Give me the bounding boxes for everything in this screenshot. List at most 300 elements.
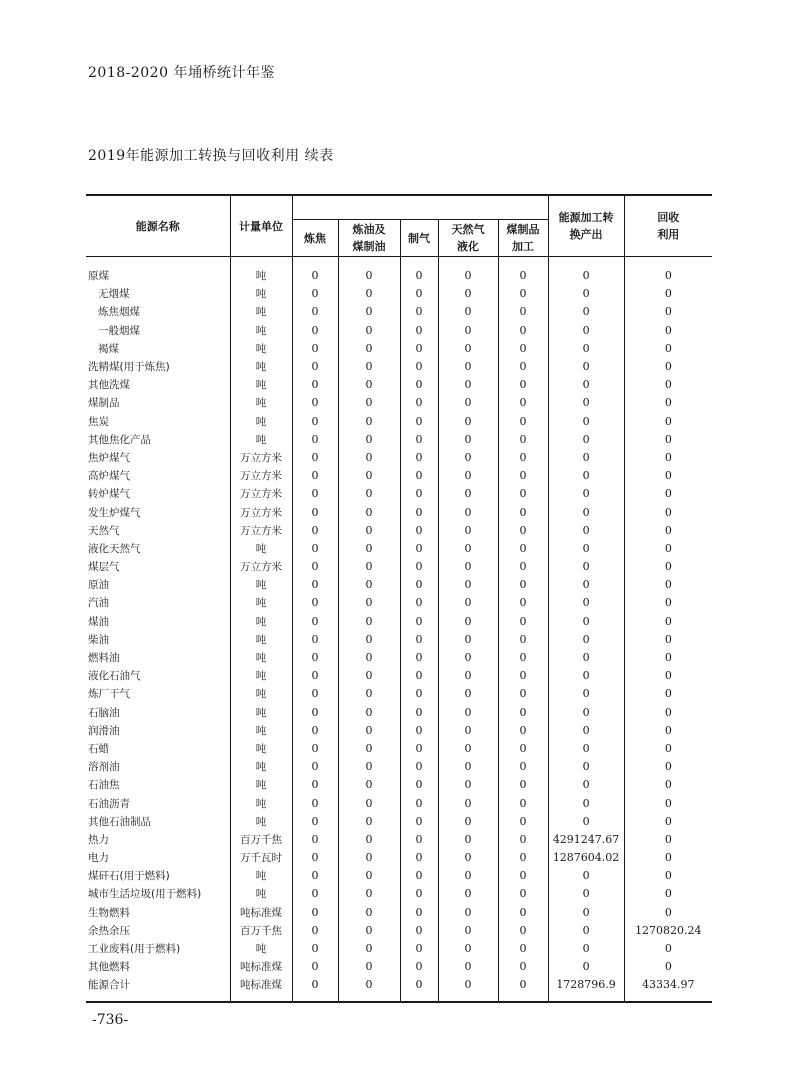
cell-coal-products: 0 bbox=[498, 285, 548, 303]
cell-coking: 0 bbox=[292, 758, 338, 776]
cell-coal-products: 0 bbox=[498, 758, 548, 776]
cell-coking: 0 bbox=[292, 376, 338, 394]
cell-unit: 吨 bbox=[230, 704, 292, 722]
cell-coal-products: 0 bbox=[498, 594, 548, 612]
cell-coal-products: 0 bbox=[498, 740, 548, 758]
cell-refining: 0 bbox=[338, 667, 400, 685]
cell-recovery: 0 bbox=[624, 849, 712, 867]
cell-lng: 0 bbox=[438, 867, 498, 885]
cell-unit: 万立方米 bbox=[230, 485, 292, 503]
cell-coal-products: 0 bbox=[498, 257, 548, 286]
cell-energy-name: 焦炭 bbox=[88, 415, 109, 428]
cell-gas: 0 bbox=[400, 940, 438, 958]
cell-coking: 0 bbox=[292, 503, 338, 521]
cell-refining: 0 bbox=[338, 303, 400, 321]
cell-lng: 0 bbox=[438, 776, 498, 794]
cell-coking: 0 bbox=[292, 576, 338, 594]
cell-conversion-output: 0 bbox=[548, 376, 624, 394]
cell-unit: 吨 bbox=[230, 667, 292, 685]
cell-unit: 吨 bbox=[230, 431, 292, 449]
cell-conversion-output: 0 bbox=[548, 558, 624, 576]
cell-conversion-output: 0 bbox=[548, 740, 624, 758]
cell-conversion-output: 0 bbox=[548, 813, 624, 831]
table-row bbox=[86, 904, 712, 922]
cell-energy-name: 焦炉煤气 bbox=[88, 451, 130, 464]
cell-coking: 0 bbox=[292, 594, 338, 612]
cell-coal-products: 0 bbox=[498, 649, 548, 667]
cell-refining: 0 bbox=[338, 867, 400, 885]
cell-refining: 0 bbox=[338, 376, 400, 394]
cell-lng: 0 bbox=[438, 503, 498, 521]
cell-unit: 吨 bbox=[230, 576, 292, 594]
cell-energy-name: 煤层气 bbox=[88, 561, 120, 574]
cell-unit: 吨 bbox=[230, 594, 292, 612]
cell-refining: 0 bbox=[338, 849, 400, 867]
cell-conversion-output: 0 bbox=[548, 940, 624, 958]
cell-coal-products: 0 bbox=[498, 303, 548, 321]
cell-coal-products: 0 bbox=[498, 722, 548, 740]
cell-energy-name: 炼厂干气 bbox=[88, 688, 130, 701]
cell-refining: 0 bbox=[338, 576, 400, 594]
cell-lng: 0 bbox=[438, 449, 498, 467]
cell-conversion-output: 0 bbox=[548, 467, 624, 485]
cell-energy-name: 汽油 bbox=[88, 597, 109, 610]
cell-conversion-output: 0 bbox=[548, 413, 624, 431]
cell-conversion-output: 0 bbox=[548, 758, 624, 776]
col-header-recovery-label: 回收利用 bbox=[657, 211, 680, 241]
cell-gas: 0 bbox=[400, 503, 438, 521]
cell-gas: 0 bbox=[400, 776, 438, 794]
cell-coal-products: 0 bbox=[498, 413, 548, 431]
cell-coal-products: 0 bbox=[498, 704, 548, 722]
cell-coal-products: 0 bbox=[498, 631, 548, 649]
cell-energy-name: 原煤 bbox=[88, 270, 109, 283]
cell-lng: 0 bbox=[438, 376, 498, 394]
cell-lng: 0 bbox=[438, 758, 498, 776]
table-row bbox=[86, 704, 712, 722]
cell-energy-name: 转炉煤气 bbox=[88, 488, 130, 501]
cell-conversion-output: 0 bbox=[548, 613, 624, 631]
table-row bbox=[86, 667, 712, 685]
cell-gas: 0 bbox=[400, 631, 438, 649]
page-number: -736- bbox=[92, 1012, 129, 1028]
cell-lng: 0 bbox=[438, 685, 498, 703]
cell-recovery: 0 bbox=[624, 776, 712, 794]
cell-coal-products: 0 bbox=[498, 776, 548, 794]
table-row bbox=[86, 257, 712, 286]
cell-refining: 0 bbox=[338, 340, 400, 358]
cell-gas: 0 bbox=[400, 558, 438, 576]
cell-unit: 吨 bbox=[230, 867, 292, 885]
cell-conversion-output: 0 bbox=[548, 922, 624, 940]
cell-gas: 0 bbox=[400, 685, 438, 703]
cell-gas: 0 bbox=[400, 576, 438, 594]
cell-coking: 0 bbox=[292, 867, 338, 885]
cell-recovery: 0 bbox=[624, 340, 712, 358]
cell-unit: 吨 bbox=[230, 776, 292, 794]
cell-conversion-output: 0 bbox=[548, 649, 624, 667]
cell-recovery: 0 bbox=[624, 813, 712, 831]
cell-coal-products: 0 bbox=[498, 794, 548, 812]
cell-coking: 0 bbox=[292, 340, 338, 358]
cell-recovery: 1270820.24 bbox=[624, 922, 712, 940]
cell-refining: 0 bbox=[338, 413, 400, 431]
cell-coking: 0 bbox=[292, 849, 338, 867]
col-header-lng bbox=[438, 220, 498, 257]
cell-recovery: 0 bbox=[624, 322, 712, 340]
cell-recovery: 0 bbox=[624, 503, 712, 521]
cell-coal-products: 0 bbox=[498, 503, 548, 521]
table-row bbox=[86, 649, 712, 667]
cell-lng: 0 bbox=[438, 576, 498, 594]
cell-refining: 0 bbox=[338, 831, 400, 849]
cell-coal-products: 0 bbox=[498, 576, 548, 594]
cell-conversion-output: 0 bbox=[548, 794, 624, 812]
cell-unit: 吨 bbox=[230, 649, 292, 667]
cell-gas: 0 bbox=[400, 540, 438, 558]
table-row bbox=[86, 976, 712, 1001]
cell-refining: 0 bbox=[338, 685, 400, 703]
cell-coking: 0 bbox=[292, 449, 338, 467]
cell-gas: 0 bbox=[400, 722, 438, 740]
col-header-name: 能源名称 bbox=[86, 195, 230, 257]
cell-energy-name: 褐煤 bbox=[98, 342, 119, 355]
cell-coal-products: 0 bbox=[498, 467, 548, 485]
cell-conversion-output: 0 bbox=[548, 257, 624, 286]
cell-refining: 0 bbox=[338, 631, 400, 649]
cell-coking: 0 bbox=[292, 704, 338, 722]
cell-gas: 0 bbox=[400, 322, 438, 340]
cell-conversion-output: 0 bbox=[548, 631, 624, 649]
cell-unit: 吨 bbox=[230, 340, 292, 358]
col-header-conversion-output bbox=[548, 195, 624, 257]
cell-gas: 0 bbox=[400, 922, 438, 940]
cell-coal-products: 0 bbox=[498, 358, 548, 376]
cell-coking: 0 bbox=[292, 794, 338, 812]
cell-refining: 0 bbox=[338, 257, 400, 286]
energy-table-wrapper bbox=[86, 194, 712, 1003]
table-row bbox=[86, 322, 712, 340]
cell-refining: 0 bbox=[338, 904, 400, 922]
cell-refining: 0 bbox=[338, 885, 400, 903]
cell-lng: 0 bbox=[438, 322, 498, 340]
cell-conversion-output: 0 bbox=[548, 394, 624, 412]
table-row bbox=[86, 522, 712, 540]
cell-conversion-output: 0 bbox=[548, 576, 624, 594]
cell-unit: 吨 bbox=[230, 613, 292, 631]
cell-conversion-output: 0 bbox=[548, 685, 624, 703]
cell-energy-name: 工业废料(用于燃料) bbox=[88, 943, 181, 956]
cell-refining: 0 bbox=[338, 976, 400, 1001]
cell-recovery: 0 bbox=[624, 485, 712, 503]
cell-gas: 0 bbox=[400, 813, 438, 831]
cell-lng: 0 bbox=[438, 613, 498, 631]
table-row bbox=[86, 831, 712, 849]
cell-conversion-output: 0 bbox=[548, 340, 624, 358]
cell-coking: 0 bbox=[292, 685, 338, 703]
cell-recovery: 0 bbox=[624, 576, 712, 594]
cell-recovery: 0 bbox=[624, 704, 712, 722]
cell-energy-name: 天然气 bbox=[88, 524, 120, 537]
cell-refining: 0 bbox=[338, 322, 400, 340]
cell-gas: 0 bbox=[400, 649, 438, 667]
cell-gas: 0 bbox=[400, 449, 438, 467]
cell-unit: 百万千焦 bbox=[230, 922, 292, 940]
table-row bbox=[86, 940, 712, 958]
cell-gas: 0 bbox=[400, 758, 438, 776]
cell-unit: 吨 bbox=[230, 940, 292, 958]
cell-coking: 0 bbox=[292, 303, 338, 321]
cell-energy-name: 煤油 bbox=[88, 615, 109, 628]
cell-conversion-output: 0 bbox=[548, 594, 624, 612]
cell-coking: 0 bbox=[292, 831, 338, 849]
col-header-recovery bbox=[624, 195, 712, 257]
cell-coking: 0 bbox=[292, 904, 338, 922]
cell-refining: 0 bbox=[338, 467, 400, 485]
cell-unit: 吨 bbox=[230, 722, 292, 740]
cell-recovery: 0 bbox=[624, 540, 712, 558]
cell-lng: 0 bbox=[438, 631, 498, 649]
cell-conversion-output: 1287604.02 bbox=[548, 849, 624, 867]
cell-gas: 0 bbox=[400, 958, 438, 976]
table-row bbox=[86, 885, 712, 903]
cell-lng: 0 bbox=[438, 431, 498, 449]
cell-refining: 0 bbox=[338, 758, 400, 776]
cell-refining: 0 bbox=[338, 522, 400, 540]
running-header: 2018-2020 年埇桥统计年鉴 bbox=[88, 65, 275, 81]
table-row bbox=[86, 503, 712, 521]
cell-recovery: 0 bbox=[624, 831, 712, 849]
col-header-group-blank bbox=[292, 195, 548, 220]
cell-lng: 0 bbox=[438, 340, 498, 358]
cell-energy-name: 石脑油 bbox=[88, 706, 120, 719]
cell-recovery: 0 bbox=[624, 758, 712, 776]
cell-gas: 0 bbox=[400, 485, 438, 503]
cell-coking: 0 bbox=[292, 467, 338, 485]
cell-gas: 0 bbox=[400, 976, 438, 1001]
cell-conversion-output: 0 bbox=[548, 776, 624, 794]
cell-unit: 吨 bbox=[230, 413, 292, 431]
cell-coking: 0 bbox=[292, 431, 338, 449]
cell-gas: 0 bbox=[400, 794, 438, 812]
cell-energy-name: 石油焦 bbox=[88, 779, 120, 792]
table-row bbox=[86, 613, 712, 631]
cell-unit: 吨 bbox=[230, 813, 292, 831]
cell-refining: 0 bbox=[338, 431, 400, 449]
cell-coal-products: 0 bbox=[498, 958, 548, 976]
cell-coking: 0 bbox=[292, 958, 338, 976]
cell-gas: 0 bbox=[400, 740, 438, 758]
cell-unit: 吨 bbox=[230, 794, 292, 812]
cell-coking: 0 bbox=[292, 540, 338, 558]
cell-energy-name: 能源合计 bbox=[86, 976, 230, 1001]
cell-coal-products: 0 bbox=[498, 485, 548, 503]
cell-recovery: 43334.97 bbox=[624, 976, 712, 1001]
cell-gas: 0 bbox=[400, 394, 438, 412]
cell-gas: 0 bbox=[400, 467, 438, 485]
cell-lng: 0 bbox=[438, 667, 498, 685]
cell-energy-name: 其他燃料 bbox=[88, 961, 130, 974]
cell-recovery: 0 bbox=[624, 376, 712, 394]
cell-coking: 0 bbox=[292, 613, 338, 631]
cell-gas: 0 bbox=[400, 667, 438, 685]
cell-unit: 万千瓦时 bbox=[230, 849, 292, 867]
cell-conversion-output: 1728796.9 bbox=[548, 976, 624, 1001]
cell-coking: 0 bbox=[292, 631, 338, 649]
cell-recovery: 0 bbox=[624, 958, 712, 976]
cell-recovery: 0 bbox=[624, 467, 712, 485]
cell-gas: 0 bbox=[400, 340, 438, 358]
cell-energy-name: 柴油 bbox=[88, 633, 109, 646]
cell-lng: 0 bbox=[438, 285, 498, 303]
table-row bbox=[86, 340, 712, 358]
cell-coal-products: 0 bbox=[498, 940, 548, 958]
cell-unit: 万立方米 bbox=[230, 503, 292, 521]
cell-gas: 0 bbox=[400, 594, 438, 612]
cell-unit: 吨 bbox=[230, 285, 292, 303]
cell-recovery: 0 bbox=[624, 257, 712, 286]
cell-refining: 0 bbox=[338, 704, 400, 722]
cell-coking: 0 bbox=[292, 813, 338, 831]
cell-refining: 0 bbox=[338, 558, 400, 576]
cell-recovery: 0 bbox=[624, 613, 712, 631]
cell-coal-products: 0 bbox=[498, 431, 548, 449]
cell-recovery: 0 bbox=[624, 667, 712, 685]
cell-lng: 0 bbox=[438, 958, 498, 976]
col-header-coal-products-label: 煤制品加工 bbox=[506, 223, 540, 253]
cell-coking: 0 bbox=[292, 413, 338, 431]
cell-energy-name: 润滑油 bbox=[88, 724, 120, 737]
cell-coking: 0 bbox=[292, 885, 338, 903]
cell-refining: 0 bbox=[338, 358, 400, 376]
cell-lng: 0 bbox=[438, 358, 498, 376]
cell-unit: 万立方米 bbox=[230, 449, 292, 467]
cell-coal-products: 0 bbox=[498, 885, 548, 903]
table-header bbox=[86, 195, 712, 257]
cell-refining: 0 bbox=[338, 958, 400, 976]
cell-refining: 0 bbox=[338, 740, 400, 758]
cell-energy-name: 无烟煤 bbox=[98, 288, 130, 301]
cell-coking: 0 bbox=[292, 776, 338, 794]
cell-conversion-output: 0 bbox=[548, 704, 624, 722]
table-row bbox=[86, 685, 712, 703]
cell-energy-name: 高炉煤气 bbox=[88, 470, 130, 483]
cell-refining: 0 bbox=[338, 722, 400, 740]
cell-energy-name: 电力 bbox=[88, 852, 109, 865]
cell-refining: 0 bbox=[338, 449, 400, 467]
table-row bbox=[86, 631, 712, 649]
cell-conversion-output: 0 bbox=[548, 303, 624, 321]
cell-lng: 0 bbox=[438, 485, 498, 503]
col-header-lng-label: 天然气液化 bbox=[451, 223, 485, 253]
cell-coal-products: 0 bbox=[498, 667, 548, 685]
cell-gas: 0 bbox=[400, 285, 438, 303]
cell-lng: 0 bbox=[438, 849, 498, 867]
cell-conversion-output: 0 bbox=[548, 722, 624, 740]
cell-conversion-output: 0 bbox=[548, 667, 624, 685]
col-header-gas: 制气 bbox=[400, 220, 438, 257]
cell-unit: 吨 bbox=[230, 394, 292, 412]
cell-coal-products: 0 bbox=[498, 340, 548, 358]
cell-lng: 0 bbox=[438, 257, 498, 286]
cell-unit: 吨 bbox=[230, 322, 292, 340]
cell-coking: 0 bbox=[292, 922, 338, 940]
cell-conversion-output: 0 bbox=[548, 431, 624, 449]
table-row bbox=[86, 740, 712, 758]
cell-unit: 吨 bbox=[230, 758, 292, 776]
cell-recovery: 0 bbox=[624, 431, 712, 449]
cell-lng: 0 bbox=[438, 558, 498, 576]
cell-energy-name: 发生炉煤气 bbox=[88, 506, 141, 519]
cell-coking: 0 bbox=[292, 667, 338, 685]
table-row bbox=[86, 285, 712, 303]
table-row bbox=[86, 576, 712, 594]
cell-conversion-output: 0 bbox=[548, 358, 624, 376]
table-row bbox=[86, 722, 712, 740]
cell-coking: 0 bbox=[292, 558, 338, 576]
cell-gas: 0 bbox=[400, 704, 438, 722]
col-header-coking: 炼焦 bbox=[292, 220, 338, 257]
cell-coal-products: 0 bbox=[498, 558, 548, 576]
cell-recovery: 0 bbox=[624, 649, 712, 667]
cell-recovery: 0 bbox=[624, 558, 712, 576]
cell-energy-name: 其他焦化产品 bbox=[88, 433, 151, 446]
table-body bbox=[86, 257, 712, 1002]
cell-coal-products: 0 bbox=[498, 376, 548, 394]
cell-coking: 0 bbox=[292, 940, 338, 958]
cell-coal-products: 0 bbox=[498, 976, 548, 1001]
cell-lng: 0 bbox=[438, 740, 498, 758]
cell-energy-name: 热力 bbox=[88, 833, 109, 846]
cell-recovery: 0 bbox=[624, 594, 712, 612]
cell-unit: 吨 bbox=[230, 631, 292, 649]
cell-energy-name: 煤制品 bbox=[88, 397, 120, 410]
cell-unit: 吨 bbox=[230, 358, 292, 376]
table-row bbox=[86, 794, 712, 812]
table-row bbox=[86, 358, 712, 376]
cell-energy-name: 石油沥青 bbox=[88, 797, 130, 810]
cell-conversion-output: 0 bbox=[548, 958, 624, 976]
cell-gas: 0 bbox=[400, 904, 438, 922]
cell-coal-products: 0 bbox=[498, 613, 548, 631]
cell-coking: 0 bbox=[292, 740, 338, 758]
energy-conversion-table bbox=[86, 194, 712, 1003]
cell-unit: 百万千焦 bbox=[230, 831, 292, 849]
cell-unit: 吨 bbox=[230, 740, 292, 758]
cell-lng: 0 bbox=[438, 940, 498, 958]
cell-energy-name: 余热余压 bbox=[88, 924, 130, 937]
col-header-unit: 计量单位 bbox=[230, 195, 292, 257]
cell-coking: 0 bbox=[292, 485, 338, 503]
cell-coking: 0 bbox=[292, 322, 338, 340]
cell-lng: 0 bbox=[438, 540, 498, 558]
table-row bbox=[86, 303, 712, 321]
cell-coking: 0 bbox=[292, 394, 338, 412]
cell-coal-products: 0 bbox=[498, 322, 548, 340]
table-row bbox=[86, 813, 712, 831]
cell-recovery: 0 bbox=[624, 631, 712, 649]
cell-coal-products: 0 bbox=[498, 813, 548, 831]
cell-recovery: 0 bbox=[624, 685, 712, 703]
cell-unit: 吨 bbox=[230, 885, 292, 903]
cell-recovery: 0 bbox=[624, 285, 712, 303]
cell-conversion-output: 0 bbox=[548, 322, 624, 340]
table-row bbox=[86, 540, 712, 558]
cell-coking: 0 bbox=[292, 522, 338, 540]
cell-coal-products: 0 bbox=[498, 867, 548, 885]
cell-recovery: 0 bbox=[624, 940, 712, 958]
cell-refining: 0 bbox=[338, 813, 400, 831]
